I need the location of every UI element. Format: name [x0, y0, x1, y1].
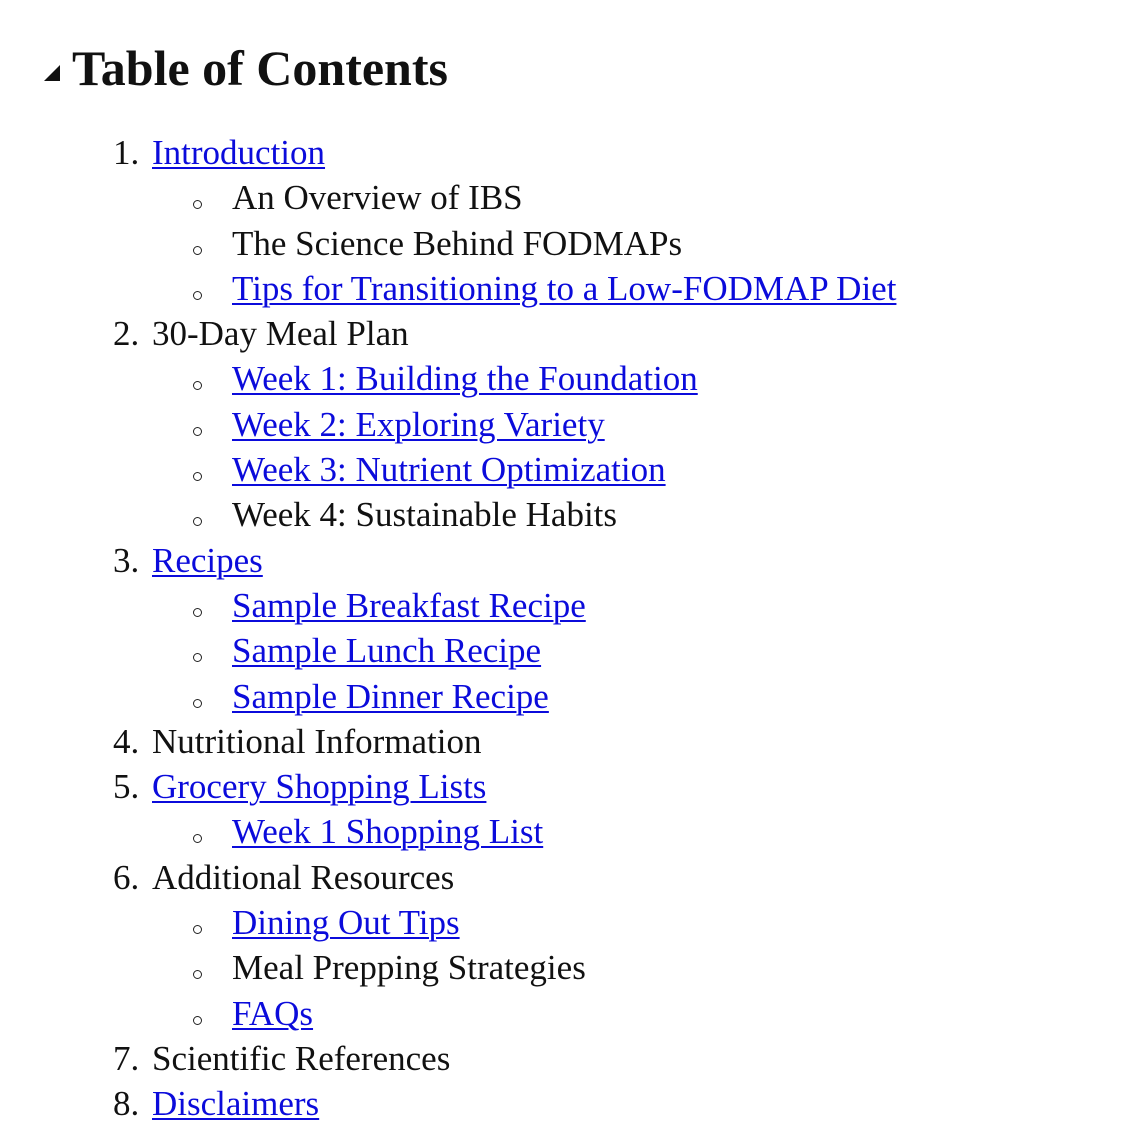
- hollow-circle-bullet-icon: [193, 653, 202, 662]
- hollow-circle-bullet-icon: [193, 699, 202, 708]
- section-label: Additional Resources: [152, 857, 455, 897]
- disclosure-triangle-icon[interactable]: [44, 65, 60, 81]
- hollow-circle-bullet-icon: [193, 834, 202, 843]
- section-label: 30-Day Meal Plan: [152, 314, 409, 354]
- toc-title: Table of Contents: [72, 40, 448, 96]
- section-number: 5.: [113, 767, 140, 807]
- section-label: Nutritional Information: [152, 721, 482, 761]
- subitem-link[interactable]: Week 1 Shopping List: [232, 812, 544, 852]
- hollow-circle-bullet-icon: [193, 246, 202, 255]
- hollow-circle-bullet-icon: [193, 472, 202, 481]
- subitem-link[interactable]: Sample Dinner Recipe: [232, 676, 549, 716]
- hollow-circle-bullet-icon: [193, 970, 202, 979]
- subitem-link[interactable]: Sample Lunch Recipe: [232, 631, 542, 671]
- section-number: 3.: [113, 540, 140, 580]
- hollow-circle-bullet-icon: [193, 427, 202, 436]
- subitem-label: Week 4: Sustainable Habits: [232, 495, 618, 535]
- subitem-label: An Overview of IBS: [232, 178, 523, 218]
- section-link[interactable]: Grocery Shopping Lists: [152, 767, 487, 807]
- section-link[interactable]: Disclaimers: [152, 1084, 320, 1124]
- subitem-link[interactable]: Week 3: Nutrient Optimization: [232, 450, 666, 490]
- subitem-link[interactable]: Week 2: Exploring Variety: [232, 404, 605, 444]
- subitem-link[interactable]: Dining Out Tips: [232, 903, 460, 943]
- subitem-link[interactable]: Week 1: Building the Foundation: [232, 359, 698, 399]
- section-number: 1.: [113, 133, 140, 172]
- toc-header[interactable]: [44, 38, 448, 98]
- section-number: 7.: [113, 1038, 140, 1078]
- hollow-circle-bullet-icon: [193, 200, 202, 209]
- subitem-label: The Science Behind FODMAPs: [232, 223, 683, 263]
- section-label: Scientific References: [152, 1038, 451, 1078]
- subitem-link[interactable]: Tips for Transitioning to a Low-FODMAP Diet: [232, 268, 897, 308]
- hollow-circle-bullet-icon: [193, 517, 202, 526]
- subitem-label: Meal Prepping Strategies: [232, 948, 586, 988]
- section-link[interactable]: Recipes: [152, 540, 263, 580]
- hollow-circle-bullet-icon: [193, 381, 202, 390]
- section-number: 2.: [113, 314, 140, 354]
- subitem-link[interactable]: FAQs: [232, 993, 314, 1033]
- hollow-circle-bullet-icon: [193, 925, 202, 934]
- hollow-circle-bullet-icon: [193, 291, 202, 300]
- section-number: 4.: [113, 721, 140, 761]
- hollow-circle-bullet-icon: [193, 1016, 202, 1025]
- section-link[interactable]: Introduction: [152, 133, 326, 172]
- section-number: 8.: [113, 1084, 140, 1124]
- hollow-circle-bullet-icon: [193, 608, 202, 617]
- section-number: 6.: [113, 857, 140, 897]
- subitem-link[interactable]: Sample Breakfast Recipe: [232, 585, 586, 625]
